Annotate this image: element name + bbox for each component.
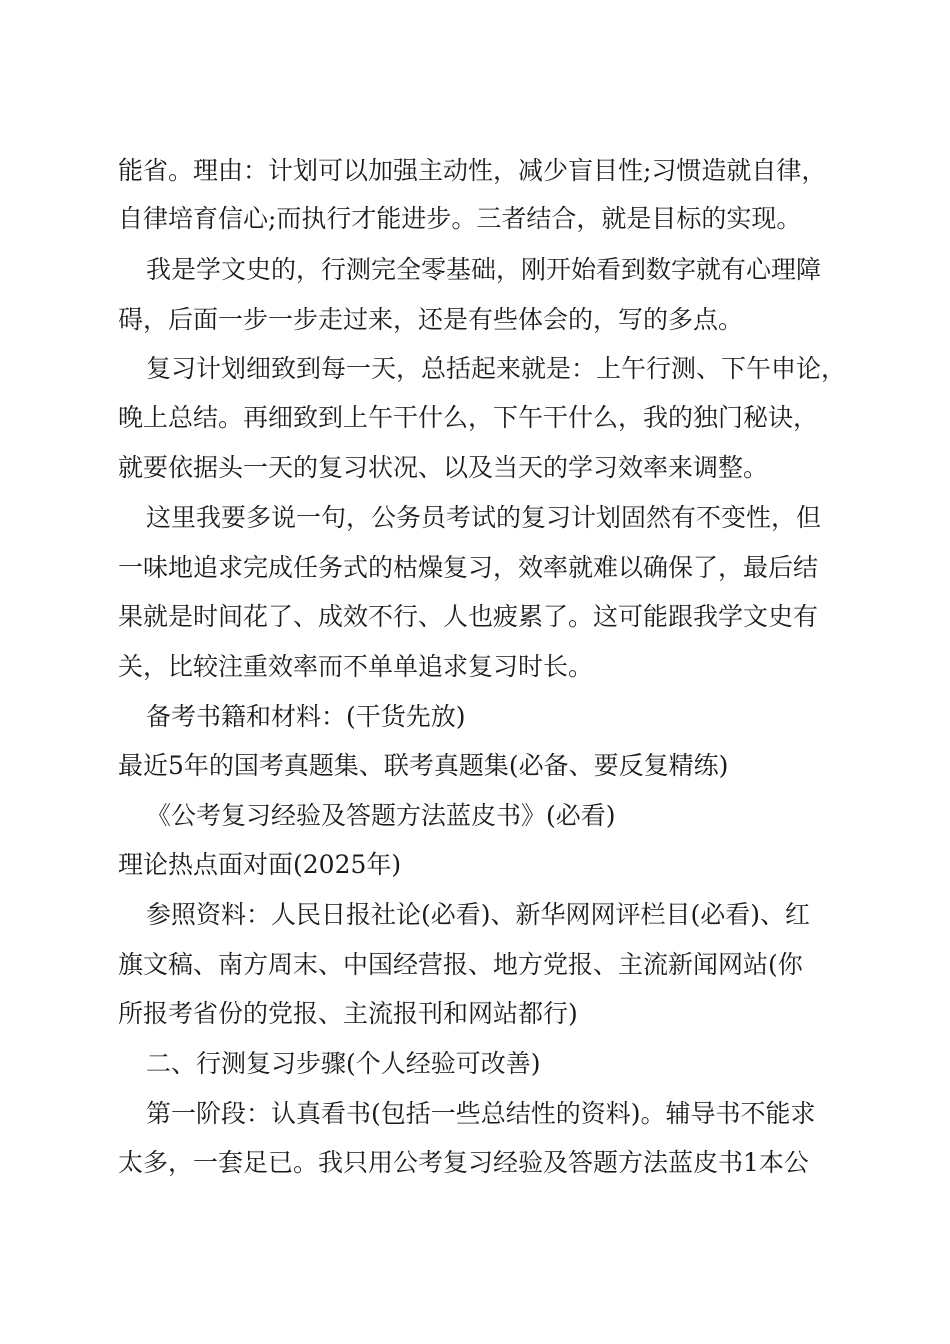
text-line: 参照资料：人民日报社论(必看)、新华网网评栏目(必看)、红 — [146, 900, 811, 929]
text-line: 关，比较注重效率而不单单追求复习时长。 — [118, 652, 594, 681]
text-line: 理论热点面对面(2025年) — [118, 850, 402, 879]
text-line: 二、行测复习步骤(个人经验可改善) — [146, 1049, 541, 1078]
text-line: 这里我要多说一句，公务员考试的复习计划固然有不变性，但 — [146, 503, 822, 532]
text-line: 最近5年的国考真题集、联考真题集(必备、要反复精练) — [118, 751, 729, 780]
text-line: 能省。理由：计划可以加强主动性，减少盲目性;习惯造就自律， — [118, 156, 827, 185]
text-line: 复习计划细致到每一天，总括起来就是：上午行测、下午申论， — [146, 354, 847, 383]
text-line: 就要依据头一天的复习状况、以及当天的学习效率来调整。 — [118, 453, 769, 482]
text-line: 我是学文史的，行测完全零基础，刚开始看到数字就有心理障 — [146, 255, 822, 284]
text-line: 晚上总结。再细致到上午干什么，下午干什么，我的独门秘诀， — [118, 403, 819, 432]
text-line: 所报考省份的党报、主流报刊和网站都行) — [118, 999, 578, 1028]
text-line: 太多，一套足已。我只用公考复习经验及答题方法蓝皮书1本公 — [118, 1148, 809, 1177]
text-line: 碍，后面一步一步走过来，还是有些体会的，写的多点。 — [118, 305, 744, 334]
text-line: 备考书籍和材料：(干货先放) — [146, 702, 466, 731]
text-line: 《公考复习经验及答题方法蓝皮书》(必看) — [146, 801, 616, 830]
text-line: 果就是时间花了、成效不行、人也疲累了。这可能跟我学文史有 — [118, 602, 819, 631]
text-line: 自律培育信心;而执行才能进步。三者结合，就是目标的实现。 — [118, 204, 802, 233]
text-line: 第一阶段：认真看书(包括一些总结性的资料)。辅导书不能求 — [146, 1099, 816, 1128]
text-line: 旗文稿、南方周末、中国经营报、地方党报、主流新闻网站(你 — [118, 950, 803, 979]
text-line: 一味地追求完成任务式的枯燥复习，效率就难以确保了，最后结 — [118, 553, 819, 582]
